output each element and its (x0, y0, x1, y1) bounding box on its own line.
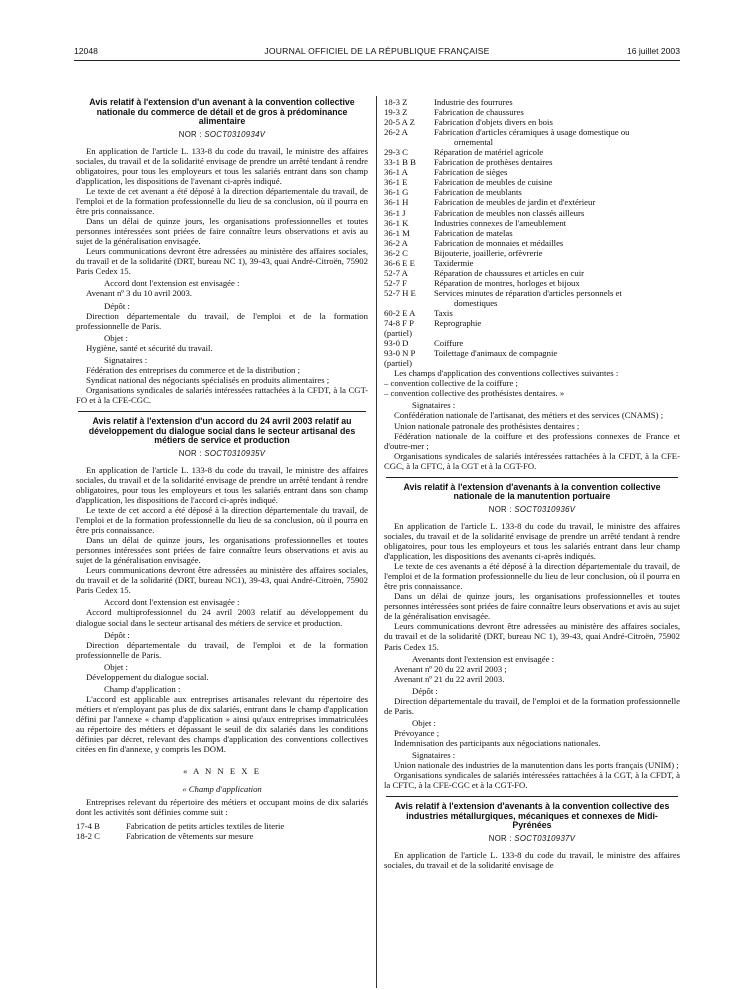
activity-row (384, 117, 680, 127)
section-divider (78, 411, 366, 412)
activity-code: (partiel) (384, 358, 412, 369)
activity-row (384, 167, 680, 177)
activity-row (384, 308, 680, 318)
activity-code: 36-1 G (384, 187, 409, 198)
avis-manutention-portuaire (384, 483, 680, 790)
section-divider (386, 477, 678, 478)
activity-label: Coiffure (434, 338, 464, 349)
annexe-intro: Entreprises relevant du répertoire des métiers et occupant moins de dix salariés dont les activités sont définies comme suit : (76, 797, 368, 818)
activity-code: 36-1 A (384, 167, 408, 178)
convention-item: – convention collective de la coiffure ; (384, 378, 518, 389)
nor-reference: NOR : SOCT0310937V (488, 833, 576, 843)
nor-reference: NOR : SOCT0310936V (488, 504, 576, 514)
paragraph: En application de l'article L. 133-8 du code du travail, le ministre des affaires sociales, du travail et de la solidarité envisage de (384, 850, 680, 871)
nor-reference: NOR : SOCT0310935V (178, 448, 266, 458)
signataire: Syndicat national des négociants spécialisés en produits alimentaires ; (86, 374, 330, 385)
activity-label: Services minutes de réparation d'articles personnels et (434, 287, 622, 298)
depot-value: Direction départementale du travail, de l'emploi et de la formation professionnelle de Paris. (384, 695, 680, 716)
depot-value: Direction départementale du travail, de l'emploi et de la formation professionnelle de Paris. (76, 310, 368, 331)
activity-code: 36-6 E E (384, 257, 415, 268)
activity-row (384, 228, 680, 238)
activity-row (76, 831, 368, 841)
activity-row (384, 278, 680, 288)
activity-code: 33-1 B B (384, 157, 416, 168)
activity-code: 36-1 J (384, 207, 406, 218)
activity-row (384, 177, 680, 187)
paragraph: Dans un délai de quinze jours, les organisations professionnelles et toutes personnes intéressées sont priées de faire connaître leurs observations et avis au sujet de la généralisation envisagée. (384, 591, 680, 622)
activity-label-cont: ornemental (454, 137, 494, 148)
activity-label: Industries connexes de l'ameublement (434, 217, 567, 228)
activity-code: 29-3 C (384, 147, 408, 158)
activity-label: Fabrication de meublants (434, 187, 522, 198)
activity-label (434, 358, 680, 368)
avenant-item: Avenant nº 20 du 22 avril 2003 ; (394, 663, 507, 674)
page-header (74, 46, 680, 61)
activity-label: Réparation de montres, horloges et bijoux (434, 277, 580, 288)
activity-label: Fabrication de meubles non classés ailleurs (434, 207, 585, 218)
activity-row (384, 248, 680, 258)
signataires-label: Signataires : (412, 400, 456, 411)
activity-code: 36-2 C (384, 247, 408, 258)
champs-intro: Les champs d'application des conventions collectives suivantes : (394, 368, 619, 379)
activity-row (384, 318, 680, 328)
avis-title: Avis relatif à l'extension d'un avenant à la convention collective nationale du commerce de détail et de gros à prédominance alimentaire (89, 97, 355, 127)
right-column (384, 97, 680, 870)
objet-label: Objet : (104, 332, 128, 343)
depot-value: Direction départementale du travail, de l'emploi et de la formation professionnelle de Paris. (76, 639, 368, 660)
activity-code: 36-2 A (384, 237, 408, 248)
activity-code: 17-4 B (76, 821, 100, 832)
activity-row (384, 107, 680, 117)
depot-label: Dépôt : (104, 300, 130, 311)
activity-row (384, 97, 680, 107)
signataire: Confédération nationale de l'artisanat, des métiers et des services (CNAMS) ; (394, 410, 664, 421)
activity-row (384, 338, 680, 348)
convention-item: – convention collective des prothésistes dentaires. » (384, 388, 565, 399)
activity-row (384, 358, 680, 368)
activity-row (384, 127, 680, 147)
activity-code: 36-1 M (384, 227, 410, 238)
avenant-item: Avenant nº 21 du 22 avril 2003. (394, 673, 505, 684)
signataires-label: Signataires : (412, 750, 456, 760)
avis-title: Avis relatif à l'extension d'avenants à la convention collective nationale de la manutention portuaire (403, 481, 661, 502)
activity-code: 36-1 E (384, 177, 408, 188)
avis-title: Avis relatif à l'extension d'avenants à la convention collective des industries métallurgiques, mécaniques et connexes de Midi-Pyrénées (394, 801, 670, 831)
signataire: Organisations syndicales de salariés intéressées rattachées à la CGT, à la CFDT, à la CFTC, à la CFE-CGC et à la CGT-FO. (384, 770, 680, 791)
avis-dialogue-social (76, 417, 368, 841)
objet-value: Indemnisation des participants aux négociations nationales. (394, 737, 601, 748)
activity-label: Industrie des fourrures (434, 97, 513, 107)
activity-label: Réparation de chaussures et articles en cuir (434, 267, 585, 278)
activity-row (384, 258, 680, 268)
activity-code: 19-3 Z (384, 107, 408, 118)
activity-code: 18-2 C (76, 831, 100, 842)
activity-label: Bijouterie, joaillerie, orfèvrerie (434, 247, 543, 258)
accord-label: Accord dont l'extension est envisagée : (104, 278, 240, 289)
activity-label: Fabrication de meubles de cuisine (434, 177, 553, 188)
activity-label: Fabrication de petits articles textiles de literie (126, 821, 285, 832)
activity-label: Fabrication de matelas (434, 227, 513, 238)
annexe-title: « A N N E X E (182, 766, 262, 777)
activity-row (384, 218, 680, 228)
activity-code: 20-5 A Z (384, 117, 415, 128)
activity-code: 60-2 E A (384, 307, 416, 318)
activity-label-cont: domestiques (454, 297, 498, 308)
paragraph: Le texte de ces avenants a été déposé à la direction départementale du travail, de l'emploi et de la formation professionnelle du lieu de leur conclusion, où il pourra en être pris connaissance. (384, 561, 680, 592)
accord-label: Avenants dont l'extension est envisagée : (412, 653, 555, 664)
activity-row (384, 147, 680, 157)
paragraph: Dans un délai de quinze jours, les organisations professionnelles et toutes personnes intéressées sont priées de faire connaître leurs observations et avis au sujet de la généralisation envisagée. (76, 535, 368, 566)
activity-code: 36-1 K (384, 217, 409, 228)
avis-title: Avis relatif à l'extension d'un accord du 24 avril 2003 relatif au développement du dialogue social dans le secteur artisanal des métiers de service et production (88, 416, 356, 446)
signataire: Fédération nationale de la coiffure et des professions connexes de France et d'outre-mer ; (384, 430, 680, 451)
activity-code: 52-7 F (384, 277, 407, 288)
activity-label: Fabrication de meubles de jardin et d'extérieur (434, 197, 596, 208)
accord-value: Accord multiprofessionnel du 24 avril 2003 relatif au développement du dialogue social dans le secteur artisanal des métiers de service et production. (76, 607, 368, 628)
activity-label (434, 328, 680, 338)
objet-label: Objet : (104, 661, 128, 672)
objet-value: Hygiène, santé et sécurité du travail. (86, 342, 213, 353)
accord-label: Accord dont l'extension est envisagée : (104, 597, 240, 608)
activity-row (76, 821, 368, 831)
activity-label: Taxidermie (434, 257, 474, 268)
annexe-subtitle: « Champ d'application (182, 784, 262, 795)
objet-value: Développement du dialogue social. (86, 671, 209, 682)
activity-code: 52-7 H E (384, 287, 416, 298)
issue-date: 16 juillet 2003 (626, 46, 680, 56)
page-number: 12048 (74, 46, 98, 56)
activity-code: (partiel) (384, 328, 412, 339)
depot-label: Dépôt : (104, 629, 130, 640)
activity-label: Fabrication de vêtements sur mesure (126, 831, 254, 842)
activity-code-list (384, 97, 680, 368)
activity-code: 26-2 A (384, 127, 408, 138)
activity-row (384, 197, 680, 207)
activity-label: Toilettage d'animaux de compagnie (434, 348, 558, 359)
paragraph: Le texte de cet avenant a été déposé à la direction départementale du travail, de l'emploi et de la formation professionnelle du lieu de sa conclusion, où il pourra en être pris connaissance. (76, 186, 368, 217)
activity-row (384, 348, 680, 358)
activity-label: Reprographie (434, 318, 482, 329)
activity-code: 74-8 F P (384, 318, 414, 329)
activity-label: Fabrication de chaussures (434, 107, 524, 118)
activity-row (384, 268, 680, 278)
signataire: Fédération des entreprises du commerce et de la distribution ; (86, 364, 300, 375)
activity-code: 52-7 A (384, 267, 408, 278)
activity-label: Fabrication d'articles céramiques à usage domestique ou (434, 127, 630, 138)
signataire: Organisations syndicales de salariés intéressées rattachées à la CFDT, à la CGT-FO et à la CFE-CGC. (76, 384, 368, 405)
paragraph: Dans un délai de quinze jours, les organisations professionnelles et toutes personnes intéressées sont priées de faire connaître leurs observations et avis au sujet de la généralisation envisagée. (76, 216, 368, 247)
left-column (76, 98, 368, 841)
activity-label: Fabrication d'objets divers en bois (434, 117, 553, 128)
activity-label: Fabrication de sièges (434, 167, 508, 178)
avis-metallurgie-midi-pyrenees (384, 802, 680, 870)
depot-label: Dépôt : (412, 685, 438, 696)
activity-row (384, 187, 680, 197)
paragraph: Leurs communications devront être adressées au ministère des affaires sociales, du travail et de la solidarité (DRT, bureau NC 1), 39-43, quai André-Citroën, 75902 Paris Cedex 15. (384, 621, 680, 652)
signataire: Organisations syndicales de salariés intéressées rattachées à la CFDT, à la CFE-CGC, à la CFTC, à la CGT et à la CGT-FO. (384, 450, 680, 471)
paragraph: Leurs communications devront être adressées au ministère des affaires sociales, du travail et de la solidarité (DRT, bureau NC 1), 39-43, quai André-Citroën, 75902 Paris Cedex 15. (76, 246, 368, 277)
activity-label: Fabrication de prothèses dentaires (434, 157, 553, 168)
signataire: Union nationale des industries de la manutention dans les ports français (UNIM) ; (394, 760, 679, 771)
activity-row (384, 157, 680, 167)
nor-reference: NOR : SOCT0310934V (178, 129, 266, 139)
paragraph: En application de l'article L. 133-8 du code du travail, le ministre des affaires sociales, du travail et de la solidarité envisage de prendre un arrêté tendant à rendre obligatoires, pour tous les employeurs et tous les salariés entrant dans son champ d'application, les dispositions de l'accord ci-après indiqué. (76, 464, 368, 505)
column-divider (376, 96, 377, 988)
activity-row (384, 238, 680, 248)
paragraph: En application de l'article L. 133-8 du code du travail, le ministre des affaires sociales, du travail et de la solidarité envisage de prendre un arrêté tendant à rendre obligatoires, pour tous les employeurs et tous les salariés entrant dans leur champ d'application, les dispositions des avenants ci-après indiqués. (384, 520, 680, 562)
objet-label: Objet : (412, 717, 436, 728)
activity-code: 18-3 Z (384, 97, 408, 107)
activity-code: 93-0 D (384, 338, 409, 349)
paragraph: Leurs communications devront être adressées au ministère des affaires sociales, du travail et de la solidarité (DRT, bureau NC1), 39-43, quai André-Citroën, 75902 Paris Cedex 15. (76, 565, 368, 596)
paragraph: Le texte de cet accord a été déposé à la direction départementale du travail, de l'emploi et de la formation professionnelle du lieu de sa conclusion, où il pourra en être pris connaissance. (76, 505, 368, 536)
activity-label: Taxis (434, 307, 453, 318)
section-divider (386, 796, 678, 797)
activity-code: 36-1 H (384, 197, 409, 208)
signataires-label: Signataires : (104, 354, 148, 365)
champ-label: Champ d'application : (104, 683, 181, 694)
activity-row (384, 328, 680, 338)
activity-row (384, 288, 680, 308)
activity-label: Fabrication de monnaies et médailles (434, 237, 564, 248)
activity-row (384, 208, 680, 218)
paragraph: En application de l'article L. 133-8 du code du travail, le ministre des affaires sociales, du travail et de la solidarité envisage de prendre un arrêté tendant à rendre obligatoires, pour tous les employeurs et tous les salariés entrant dans son champ d'application, les dispositions de l'avenant ci-après indiqué. (76, 145, 368, 186)
signataire: Union nationale patronale des prothésistes dentaires ; (394, 420, 580, 431)
avis-commerce-detail (76, 98, 368, 405)
activity-label: Réparation de matériel agricole (434, 147, 544, 158)
objet-value: Prévoyance ; (394, 727, 440, 738)
champ-value: L'accord est applicable aux entreprises artisanales relevant du répertoire des métiers et n'employant pas plus de dix salariés, entrant dans le champ d'application défini par l'annexe « champ d'application » ainsi qu'aux entreprises immatriculées au répertoire des métiers et dépassant le seuil de dix salariés dans les conditions définies par décret, relevant des champs d'application des conventions collectives citées en fin d'annexe, y compris les DOM. (76, 693, 368, 755)
accord-value: Avenant nº 3 du 10 avril 2003. (86, 288, 193, 299)
journal-title: JOURNAL OFFICIEL DE LA RÉPUBLIQUE FRANÇAISE (264, 46, 490, 56)
activity-code: 93-0 N P (384, 348, 416, 359)
